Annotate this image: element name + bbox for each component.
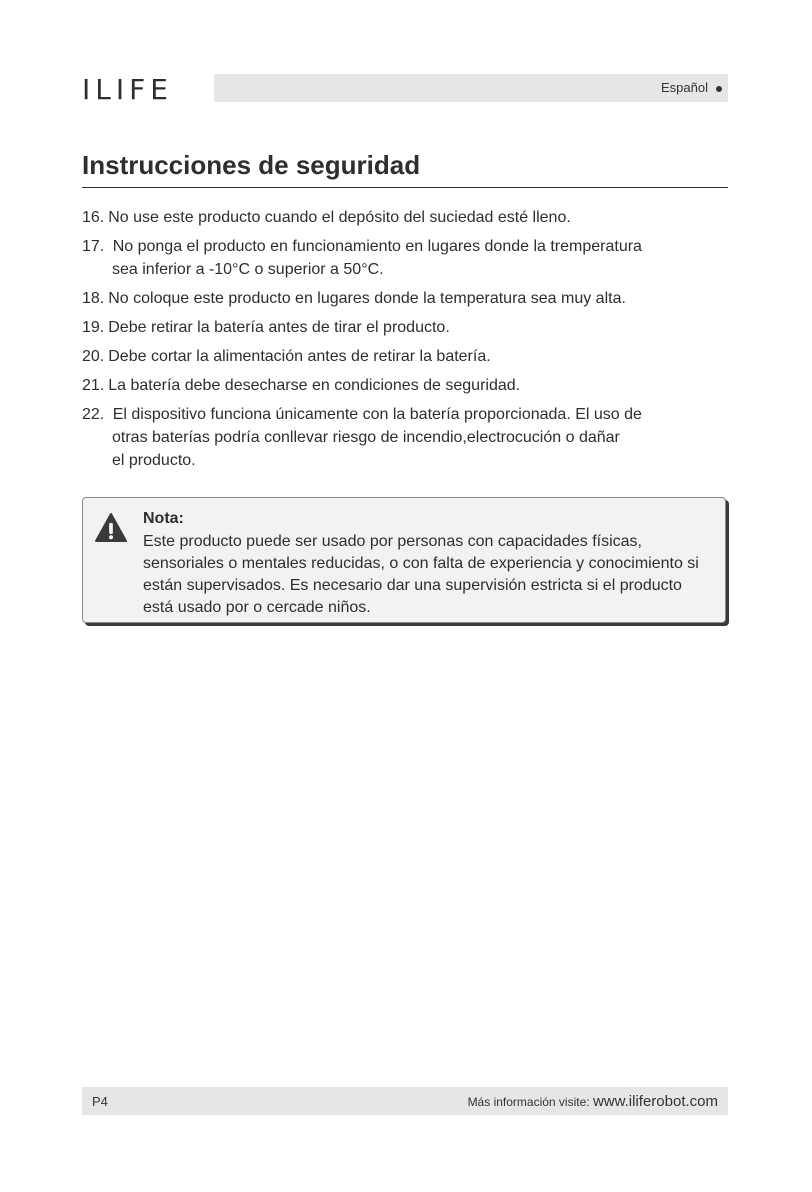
item-number: 18. [82, 290, 105, 307]
page-number: P4 [92, 1094, 108, 1109]
list-item [82, 345, 728, 368]
more-info-label: Más información visite: [467, 1095, 590, 1109]
item-number: 19. [82, 319, 105, 336]
list-item [82, 374, 728, 397]
safety-list [82, 206, 728, 478]
item-text: No coloque este producto en lugares donde la temperatura sea muy alta. [108, 290, 626, 307]
item-text: El dispositivo funciona únicamente con la batería proporcionada. El uso de [112, 406, 642, 423]
list-item [82, 316, 728, 339]
list-item [82, 235, 728, 281]
list-item [82, 206, 728, 229]
bullet-icon [716, 86, 722, 92]
item-number: 21. [82, 377, 105, 394]
list-item [82, 287, 728, 310]
item-text: No ponga el producto en funcionamiento en lugares donde la tremperatura [112, 238, 642, 255]
title-divider [82, 187, 728, 188]
language-bar [214, 74, 728, 102]
note-box [82, 497, 726, 623]
more-info [468, 1093, 718, 1110]
page-header [82, 72, 728, 106]
ilife-logo: ILIFE [82, 73, 173, 106]
page-footer [82, 1087, 728, 1115]
item-text-continued: sea inferior a -10°C o superior a 50°C. [112, 261, 384, 278]
language-label: Español [661, 80, 708, 95]
item-text: La batería debe desecharse en condiciones de seguridad. [108, 377, 521, 394]
item-number: 20. [82, 348, 105, 365]
item-text-continued: el producto. [112, 452, 196, 469]
note-title: Nota: [143, 510, 184, 527]
item-text-continued: otras baterías podría conllevar riesgo de incendio,electrocución o dañar [112, 429, 620, 446]
website-link[interactable]: www.iliferobot.com [592, 1093, 718, 1110]
item-number: 16. [82, 209, 105, 226]
note-body: Este producto puede ser usado por personas con capacidades físicas, sensoriales o mentales reducidas, o con falta de experiencia y conocimiento si están supervisados. Es necesario dar una supervisión estricta si el producto está usado por o cercade niños. [143, 533, 699, 616]
list-item [82, 403, 728, 472]
item-text: Debe retirar la batería antes de tirar el producto. [108, 319, 450, 336]
item-text: Debe cortar la alimentación antes de retirar la batería. [108, 348, 491, 365]
warning-icon [95, 512, 127, 544]
item-text: No use este producto cuando el depósito del suciedad esté lleno. [108, 209, 571, 226]
item-number: 17. [82, 238, 105, 255]
section-title: Instrucciones de seguridad [82, 150, 421, 180]
item-number: 22. [82, 406, 105, 423]
